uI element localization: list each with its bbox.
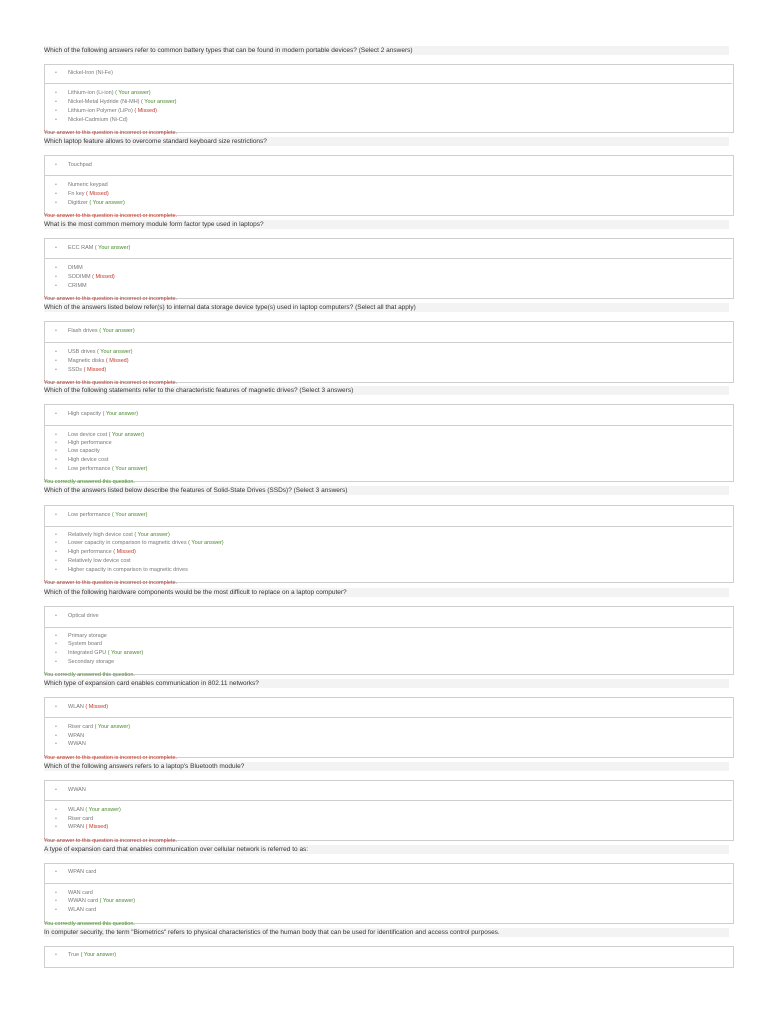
bullet-icon: •: [55, 549, 57, 555]
answer-text: DIMM: [68, 265, 83, 271]
answer-group-divider: [44, 883, 732, 884]
answer-text: System board: [68, 641, 102, 647]
answer-text: WAN card: [68, 890, 93, 896]
answer-text: Primary storage: [68, 633, 107, 639]
your-answer-tag: ( Your answer): [94, 724, 131, 730]
answer-text: Relatively low device cost: [68, 558, 131, 564]
answer-option: [55, 823, 108, 832]
answer-option: [55, 273, 115, 282]
answer-box: [44, 321, 734, 383]
your-answer-tag: ( Your answer): [99, 898, 136, 904]
bullet-icon: •: [55, 659, 57, 665]
bullet-icon: •: [55, 99, 57, 105]
answer-text: Lower capacity in comparison to magnetic drives: [68, 540, 187, 546]
answer-text: WWAN card: [68, 898, 99, 904]
your-answer-tag: ( Your answer): [99, 328, 135, 334]
question-title: Which of the answers listed below refer(s) to internal data storage device type(s) used in laptop computers? (Select all that apply): [44, 303, 729, 312]
answer-option: [55, 612, 99, 621]
answer-group-divider: [44, 425, 732, 426]
answer-group-divider: [44, 717, 732, 718]
answer-option: [55, 282, 87, 291]
answer-option: [55, 897, 135, 906]
answer-group-divider: [44, 800, 732, 801]
missed-tag: ( Missed): [85, 704, 109, 710]
answer-option: [55, 566, 188, 575]
feedback-correct: You correctly answered this question.: [44, 921, 135, 927]
your-answer-tag: ( Your answer): [97, 349, 133, 355]
answer-option: [55, 116, 128, 125]
answer-text: Nickel-Iron (Ni-Fe): [68, 70, 113, 76]
answer-text: Relatively high device cost: [68, 532, 133, 538]
answer-box: [44, 780, 734, 841]
your-answer-tag: ( Your answer): [134, 532, 170, 538]
answer-option: [55, 548, 136, 557]
bullet-icon: •: [55, 283, 57, 289]
answer-text: Integrated GPU: [68, 650, 107, 656]
bullet-icon: •: [55, 182, 57, 188]
bullet-icon: •: [55, 432, 57, 438]
answer-text: WPAN card: [68, 869, 97, 875]
answer-text: High capacity: [68, 411, 102, 417]
missed-tag: ( Missed): [134, 108, 157, 114]
answer-text: Optical drive: [68, 613, 99, 619]
answer-option: [55, 703, 108, 712]
answer-group-divider: [44, 258, 732, 259]
answer-option: [55, 107, 157, 116]
missed-tag: ( Missed): [85, 824, 109, 830]
bullet-icon: •: [55, 117, 57, 123]
answer-text: Riser card: [68, 816, 94, 822]
answer-group-divider: [44, 526, 732, 527]
bullet-icon: •: [55, 724, 57, 730]
answer-box: [44, 606, 734, 675]
answer-text: WWAN: [68, 787, 86, 793]
answer-text: WPAN: [68, 824, 85, 830]
answer-option: [55, 69, 113, 78]
answer-option: [55, 868, 96, 877]
your-answer-tag: ( Your answer): [89, 200, 125, 206]
question-title: Which of the following answers refers to a laptop's Bluetooth module?: [44, 762, 729, 771]
answer-text: USB drives: [68, 349, 96, 355]
answer-option: [55, 640, 102, 649]
answer-option: [55, 723, 130, 732]
bullet-icon: •: [55, 191, 57, 197]
bullet-icon: •: [55, 512, 57, 518]
bullet-icon: •: [55, 265, 57, 271]
answer-option: [55, 649, 143, 658]
your-answer-tag: ( Your answer): [115, 90, 151, 96]
bullet-icon: •: [55, 540, 57, 546]
answer-option: [55, 951, 116, 960]
answer-option: [55, 98, 177, 107]
bullet-icon: •: [55, 641, 57, 647]
your-answer-tag: ( Your answer): [94, 245, 131, 251]
answer-text: Magnetic disks: [68, 358, 105, 364]
answer-option: [55, 806, 121, 815]
answer-option: [55, 410, 138, 419]
answer-text: WLAN: [68, 704, 84, 710]
answer-text: Nickel-Cadmium (Ni-Cd): [68, 117, 128, 123]
answer-option: [55, 181, 108, 190]
question-title: Which laptop feature allows to overcome standard keyboard size restrictions?: [44, 137, 729, 146]
answer-option: [55, 906, 96, 915]
answer-text: Numeric keypad: [68, 182, 108, 188]
question-title: Which of the following statements refer to the characteristic features of magnetic drives? (Select 3 answers): [44, 386, 729, 395]
answer-text: SSDs: [68, 367, 83, 373]
bullet-icon: •: [55, 907, 57, 913]
missed-tag: ( Missed): [113, 549, 136, 555]
answer-box: [44, 946, 734, 968]
bullet-icon: •: [55, 200, 57, 206]
answer-text: WWAN: [68, 741, 86, 747]
answer-option: [55, 740, 86, 749]
bullet-icon: •: [55, 328, 57, 334]
answer-text: WLAN card: [68, 907, 97, 913]
bullet-icon: •: [55, 466, 57, 472]
answer-option: [55, 348, 133, 357]
bullet-icon: •: [55, 824, 57, 830]
feedback-correct: You correctly answered this question.: [44, 672, 135, 678]
missed-tag: ( Missed): [92, 274, 115, 280]
answer-text: Riser card: [68, 724, 94, 730]
feedback-incorrect: Your answer to this question is incorrect or incomplete.: [44, 580, 178, 586]
answer-option: [55, 447, 100, 456]
answer-text: CRIMM: [68, 283, 87, 289]
feedback-incorrect: Your answer to this question is incorrect or incomplete.: [44, 380, 178, 386]
bullet-icon: •: [55, 440, 57, 446]
answer-option: [55, 264, 83, 273]
answer-option: [55, 161, 92, 170]
bullet-icon: •: [55, 274, 57, 280]
answer-option: [55, 465, 148, 474]
answer-text: Flash drives: [68, 328, 98, 334]
missed-tag: ( Missed): [86, 191, 109, 197]
answer-text: High device cost: [68, 457, 109, 463]
answer-text: Touchpad: [68, 162, 92, 168]
your-answer-tag: ( Your answer): [85, 807, 121, 813]
question-title: What is the most common memory module form factor type used in laptops?: [44, 220, 729, 229]
bullet-icon: •: [55, 733, 57, 739]
answer-option: [55, 511, 148, 520]
question-title: In computer security, the term "Biometrics" refers to physical characteristics of the human body that can be used for identification and access control purposes.: [44, 928, 729, 937]
answer-text: Lithium-ion (Li-ion): [68, 90, 114, 96]
answer-text: WPAN: [68, 733, 85, 739]
bullet-icon: •: [55, 567, 57, 573]
answer-text: ECC RAM: [68, 245, 94, 251]
bullet-icon: •: [55, 650, 57, 656]
bullet-icon: •: [55, 90, 57, 96]
question-title: Which type of expansion card enables communication in 802.11 networks?: [44, 679, 729, 688]
answer-option: [55, 190, 109, 199]
answer-text: Low device cost: [68, 432, 108, 438]
answer-option: [55, 539, 224, 548]
bullet-icon: •: [55, 869, 57, 875]
answer-option: [55, 199, 125, 208]
answer-box: [44, 863, 734, 924]
bullet-icon: •: [55, 162, 57, 168]
answer-text: Low performance: [68, 512, 111, 518]
feedback-incorrect: Your answer to this question is incorrect or incomplete.: [44, 130, 178, 136]
answer-text: High performance: [68, 440, 112, 446]
answer-option: [55, 327, 135, 336]
answer-text: Fn key: [68, 191, 85, 197]
bullet-icon: •: [55, 358, 57, 364]
your-answer-tag: ( Your answer): [107, 650, 144, 656]
bullet-icon: •: [55, 457, 57, 463]
answer-option: [55, 658, 114, 667]
missed-tag: ( Missed): [83, 367, 107, 373]
bullet-icon: •: [55, 613, 57, 619]
bullet-icon: •: [55, 816, 57, 822]
feedback-correct: You correctly answered this question.: [44, 479, 135, 485]
question-title: Which of the answers listed below describe the features of Solid-State Drives (SSDs)? (Select 3 answers): [44, 486, 729, 495]
answer-option: [55, 244, 130, 253]
answer-option: [55, 557, 131, 566]
answer-option: [55, 366, 106, 375]
answer-option: [55, 89, 151, 98]
feedback-incorrect: Your answer to this question is incorrect or incomplete.: [44, 296, 178, 302]
feedback-incorrect: Your answer to this question is incorrect or incomplete.: [44, 213, 178, 219]
answer-text: Secondary storage: [68, 659, 115, 665]
your-answer-tag: ( Your answer): [112, 466, 148, 472]
bullet-icon: •: [55, 532, 57, 538]
your-answer-tag: ( Your answer): [141, 99, 177, 105]
your-answer-tag: ( Your answer): [80, 952, 117, 958]
answer-text: SODIMM: [68, 274, 91, 280]
answer-text: WLAN: [68, 807, 84, 813]
bullet-icon: •: [55, 411, 57, 417]
bullet-icon: •: [55, 741, 57, 747]
answer-text: Low capacity: [68, 448, 100, 454]
feedback-incorrect: Your answer to this question is incorrect or incomplete.: [44, 838, 178, 844]
bullet-icon: •: [55, 367, 57, 373]
bullet-icon: •: [55, 890, 57, 896]
answer-text: Lithium-ion Polymer (LiPo): [68, 108, 133, 114]
missed-tag: ( Missed): [105, 358, 129, 364]
feedback-incorrect: Your answer to this question is incorrect or incomplete.: [44, 755, 178, 761]
bullet-icon: •: [55, 807, 57, 813]
answer-group-divider: [44, 83, 732, 84]
question-title: A type of expansion card that enables communication over cellular network is referred to as:: [44, 845, 729, 854]
bullet-icon: •: [55, 245, 57, 251]
bullet-icon: •: [55, 898, 57, 904]
your-answer-tag: ( Your answer): [108, 432, 145, 438]
bullet-icon: •: [55, 558, 57, 564]
answer-group-divider: [44, 175, 732, 176]
your-answer-tag: ( Your answer): [112, 512, 148, 518]
answer-group-divider: [44, 342, 732, 343]
answer-text: Digitizer: [68, 200, 88, 206]
answer-text: Higher capacity in comparison to magnetic drives: [68, 567, 188, 573]
bullet-icon: •: [55, 952, 57, 958]
bullet-icon: •: [55, 70, 57, 76]
answer-text: Nickel-Metal Hydride (Ni-MH): [68, 99, 140, 105]
answer-option: [55, 456, 108, 465]
your-answer-tag: ( Your answer): [102, 411, 139, 417]
answer-group-divider: [44, 627, 732, 628]
bullet-icon: •: [55, 349, 57, 355]
bullet-icon: •: [55, 448, 57, 454]
bullet-icon: •: [55, 633, 57, 639]
answer-box: [44, 155, 734, 216]
answer-option: [55, 786, 86, 795]
bullet-icon: •: [55, 704, 57, 710]
answer-option: [55, 357, 129, 366]
bullet-icon: •: [55, 787, 57, 793]
your-answer-tag: ( Your answer): [188, 540, 224, 546]
answer-text: Low performance: [68, 466, 111, 472]
bullet-icon: •: [55, 108, 57, 114]
answer-text: True: [68, 952, 80, 958]
question-title: Which of the following hardware components would be the most difficult to replace on a laptop computer?: [44, 588, 729, 597]
question-title: Which of the following answers refer to common battery types that can be found in modern portable devices? (Select 2 answers): [44, 46, 729, 55]
answer-text: High performance: [68, 549, 112, 555]
answer-box: [44, 238, 734, 299]
answer-box: [44, 697, 734, 758]
